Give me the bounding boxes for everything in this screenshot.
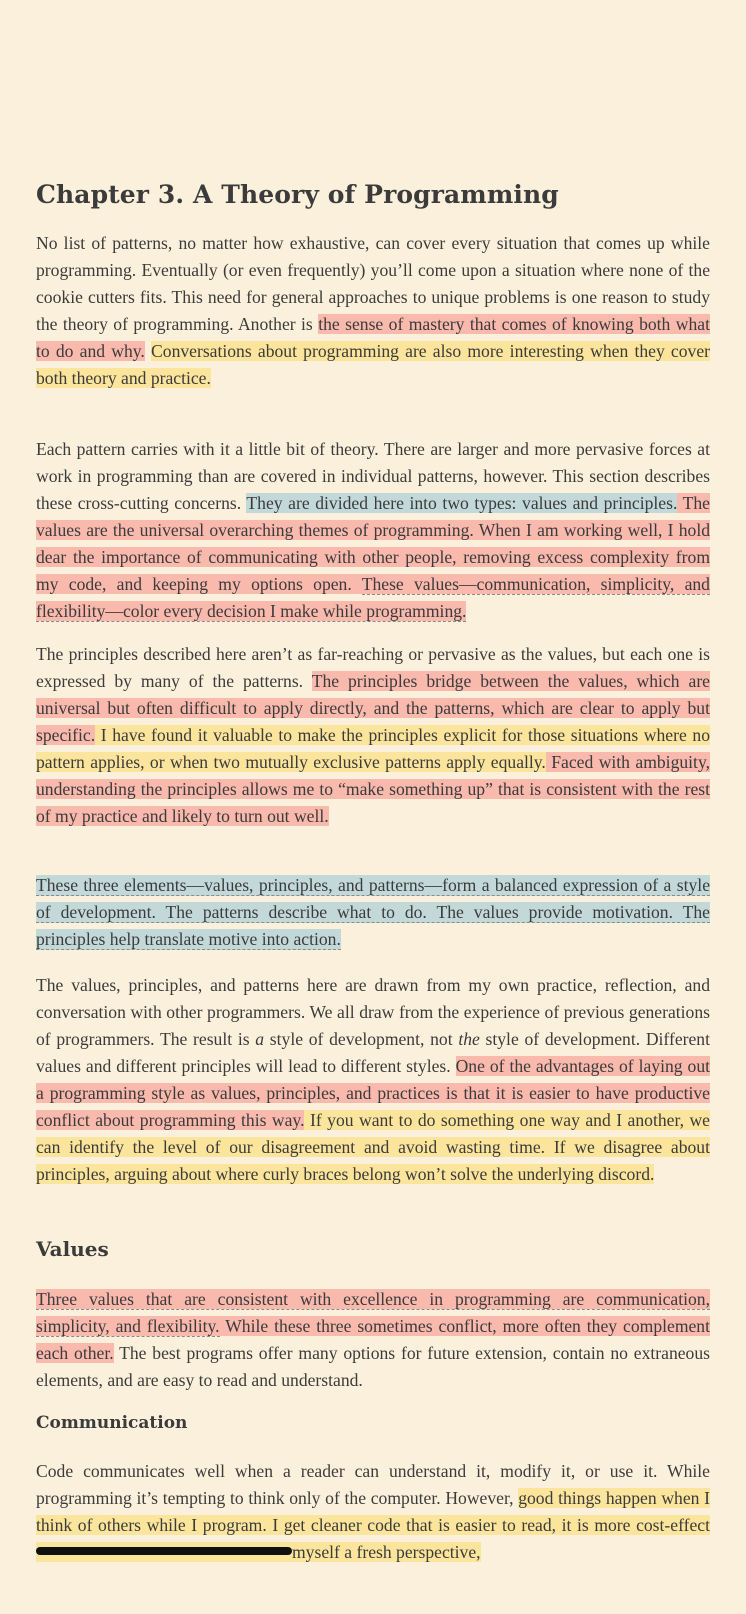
highlight-blue[interactable]: They are divided here into two types: values and principles. <box>246 493 678 513</box>
paragraph-2: Each pattern carries with it a little bit of theory. There are larger and more pervasive forces at work in programming than are covered in individual patterns, however. This section describes these cross-cutting concerns. They are divided here into two types: values and principles. The values are the universal overarching themes of programming. When I am working well, I hold dear the importance of communicating with other people, removing excess complexity from my code, and keeping my options open. These values—communication, simplicity, and flexibility—color every decision I make while programming. <box>36 439 710 621</box>
highlight-red[interactable]: One of the advantages of laying out a programming style as values, principles, and practices is that it is easier to have productive conflict about programming this way. <box>36 1056 711 1130</box>
underlined-note[interactable]: Three values that are consistent with excellence in programming are communication, simplicity, and flexibility. <box>36 1289 710 1336</box>
highlight-red[interactable]: Faced with ambiguity, understanding the principles allows me to “make something up” that is consistent with the rest of my practice and likely to turn out well. <box>36 752 710 826</box>
highlight-yellow[interactable]: Conversations about programming are also more interesting when they cover both theory and practice. <box>36 341 711 388</box>
section-heading-communication: Communication <box>36 1413 188 1433</box>
paragraph-3: The principles described here aren’t as far-reaching or pervasive as the values, but each one is expressed by many of the patterns. The principles bridge between the values, which are universal but often difficult to apply directly, and the patterns, which are clear to apply but specific. I have found it valuable to make the principles explicit for those situations where no pattern applies, or when two mutually exclusive patterns apply equally. Faced with ambiguity, understanding the principles allows me to “make something up” that is consistent with the rest of my practice and likely to turn out well. <box>36 644 710 826</box>
section-heading-values: Values <box>36 1237 109 1261</box>
highlight-red[interactable]: the sense of mastery that comes of knowing both what to do and why. <box>36 314 710 361</box>
redaction-bar <box>36 1547 292 1555</box>
paragraph-1: No list of patterns, no matter how exhaustive, can cover every situation that comes up while programming. Eventually (or even frequently) you’ll come upon a situation where none of the cookie cutters fits. This need for general approaches to unique problems is one reason to study the theory of programming. Another is the sense of mastery that comes of knowing both what to do and why. Conversations about programming are also more interesting when they cover both theory and practice. <box>36 233 711 388</box>
highlight-yellow[interactable]: I have found it valuable to make the principles explicit for those situations where no pattern applies, or when two mutually exclusive patterns apply equally. <box>36 725 710 772</box>
highlight-yellow[interactable]: good things happen when I think of others while I program. I get cleaner code that is easier to read, it is more cost-effectmyself a fresh perspective, <box>36 1488 710 1562</box>
underlined-note[interactable]: These values—communication, simplicity, and flexibility—color every decision I make while programming. <box>36 574 710 621</box>
paragraph-6: Three values that are consistent with excellence in programming are communication, simplicity, and flexibility. While these three sometimes conflict, more often they complement each other. The best programs offer many options for future extension, contain no extraneous elements, and are easy to read and understand. <box>36 1289 710 1390</box>
paragraph-7: Code communicates well when a reader can understand it, modify it, or use it. While programming it’s tempting to think only of the computer. However, good things happen when I think of others while I program. I get cleaner code that is easier to read, it is more cost-effectmyself a fresh perspective, <box>36 1461 710 1562</box>
highlight-yellow[interactable]: If you want to do something one way and I another, we can identify the level of our disagreement and avoid wasting time. If we disagree about principles, arguing about where curly braces belong won’t solve the underlying discord. <box>36 1110 710 1184</box>
chapter-title: Chapter 3. A Theory of Programming <box>36 180 559 209</box>
highlight-red[interactable]: The values are the universal overarching themes of programming. When I am working well, I hold dear the importance of communicating with other people, removing excess complexity from my code, and keeping my options open. These values—communication, simplicity, and flexibility—color every decision I make while programming. <box>36 493 710 621</box>
highlight-red[interactable]: The principles bridge between the values, which are universal but often difficult to apply directly, and the patterns, which are clear to apply but specific. <box>36 671 710 745</box>
highlight-red[interactable]: Three values that are consistent with excellence in programming are communication, simplicity, and flexibility. While these three sometimes conflict, more often they complement each other. <box>36 1289 710 1363</box>
paragraph-4 <box>36 872 710 953</box>
paragraph-5: The values, principles, and patterns here are drawn from my own practice, reflection, and conversation with other programmers. We all draw from the experience of previous generations of programmers. The result is a style of development, not the style of development. Different values and different principles will lead to different styles. One of the advantages of laying out a programming style as values, principles, and practices is that it is easier to have productive conflict about programming this way. If you want to do something one way and I another, we can identify the level of our disagreement and avoid wasting time. If we disagree about principles, arguing about where curly braces belong won’t solve the underlying discord. <box>36 975 711 1184</box>
highlight-blue-underlined[interactable]: These three elements—values, principles, and patterns—form a balanced expression of a style of development. The patterns describe what to do. The values provide motivation. The principles help translate motive into action. <box>36 875 710 949</box>
